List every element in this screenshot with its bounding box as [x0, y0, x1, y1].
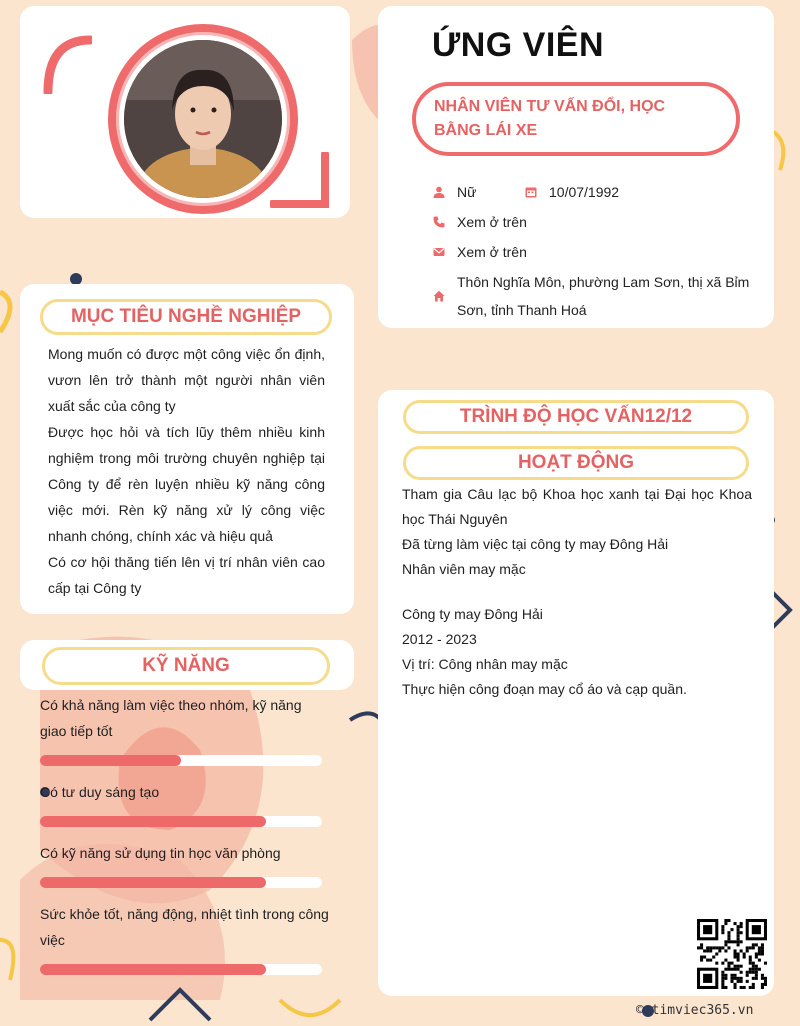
- home-icon: [433, 290, 445, 302]
- mail-icon: [433, 246, 445, 258]
- activity-line: Tham gia Câu lạc bộ Khoa học xanh tại Đại học Khoa học Thái Nguyên: [402, 486, 752, 527]
- objective-paragraph: Có cơ hội thăng tiến lên vị trí nhân viên cao cấp tại Công ty: [48, 554, 325, 596]
- skill-label: Có kỹ năng sử dụng tin học văn phòng: [40, 845, 281, 861]
- gender-value: Nữ: [457, 184, 477, 200]
- bracket-left-decoration: [42, 34, 92, 94]
- spacer: [402, 582, 752, 602]
- phone-icon: [433, 216, 445, 228]
- objective-paragraph: Được học hỏi và tích lũy thêm nhiều kinh nghiệm trong môi trường chuyên nghiệp tại Công ty để rèn luyện nhiều kỹ năng công việc mới. Rèn kỹ năng xử lý công việc nhanh chóng, chính xác và hiệu quả: [48, 424, 325, 544]
- activity-line: Nhân viên may mặc: [402, 561, 526, 577]
- skill-bar: [40, 816, 322, 827]
- skill-bar-fill: [40, 877, 266, 888]
- skill-bar: [40, 877, 322, 888]
- skill-bar: [40, 964, 322, 975]
- job-title: NHÂN VIÊN TƯ VẤN ĐỔI, HỌC BẰNG LÁI XE: [434, 98, 666, 139]
- job-title-pill: [412, 82, 740, 156]
- skill-label: Có khả năng làm việc theo nhóm, kỹ năng giao tiếp tốt: [40, 697, 302, 739]
- activity-line: Đã từng làm việc tại công ty may Đông Hải: [402, 536, 669, 552]
- activity-text: [402, 482, 752, 702]
- qr-code[interactable]: [697, 919, 767, 989]
- email-row: [433, 244, 527, 260]
- skill-label: Sức khỏe tốt, năng động, nhiệt tình trong công việc: [40, 906, 329, 948]
- birthday-row: [525, 184, 619, 200]
- user-icon: [433, 186, 445, 198]
- activities-heading: HOẠT ĐỘNG: [403, 446, 749, 480]
- objective-heading: MỤC TIÊU NGHỀ NGHIỆP: [40, 299, 332, 335]
- calendar-icon: [525, 186, 537, 198]
- phone-value: Xem ở trên: [457, 214, 527, 230]
- skills-heading: KỸ NĂNG: [42, 647, 330, 685]
- skill-bar-fill: [40, 755, 181, 766]
- photo-card: [20, 6, 350, 218]
- email-value: Xem ở trên: [457, 244, 527, 260]
- objective-paragraph: Mong muốn có được một công việc ổn định, vươn lên trở thành một người nhân viên xuất sắc của công ty: [48, 346, 325, 414]
- skill-label: Có tư duy sáng tạo: [40, 784, 160, 800]
- activity-line: Thực hiện công đoạn may cổ áo và cạp quần.: [402, 681, 687, 697]
- activity-line: Công ty may Đông Hải: [402, 606, 543, 622]
- page-title: ỨNG VIÊN: [432, 26, 605, 64]
- address-row: [433, 268, 777, 324]
- activity-line: Vị trí: Công nhân may mặc: [402, 656, 568, 672]
- objective-text: [48, 341, 325, 601]
- avatar-frame: [108, 24, 298, 214]
- address-value: Thôn Nghĩa Môn, phường Lam Sơn, thị xã Bỉm Sơn, tỉnh Thanh Hoá: [457, 274, 750, 318]
- phone-row: [433, 214, 527, 230]
- skill-bar-fill: [40, 964, 266, 975]
- avatar: [124, 40, 282, 198]
- skill-bar: [40, 755, 322, 766]
- activity-line: 2012 - 2023: [402, 631, 477, 647]
- education-heading: TRÌNH ĐỘ HỌC VẤN12/12: [403, 400, 749, 434]
- birthday-value: 10/07/1992: [549, 184, 620, 200]
- skill-bar-fill: [40, 816, 266, 827]
- footer-watermark: © timviec365.vn: [636, 1003, 754, 1018]
- gender-row: [433, 184, 476, 200]
